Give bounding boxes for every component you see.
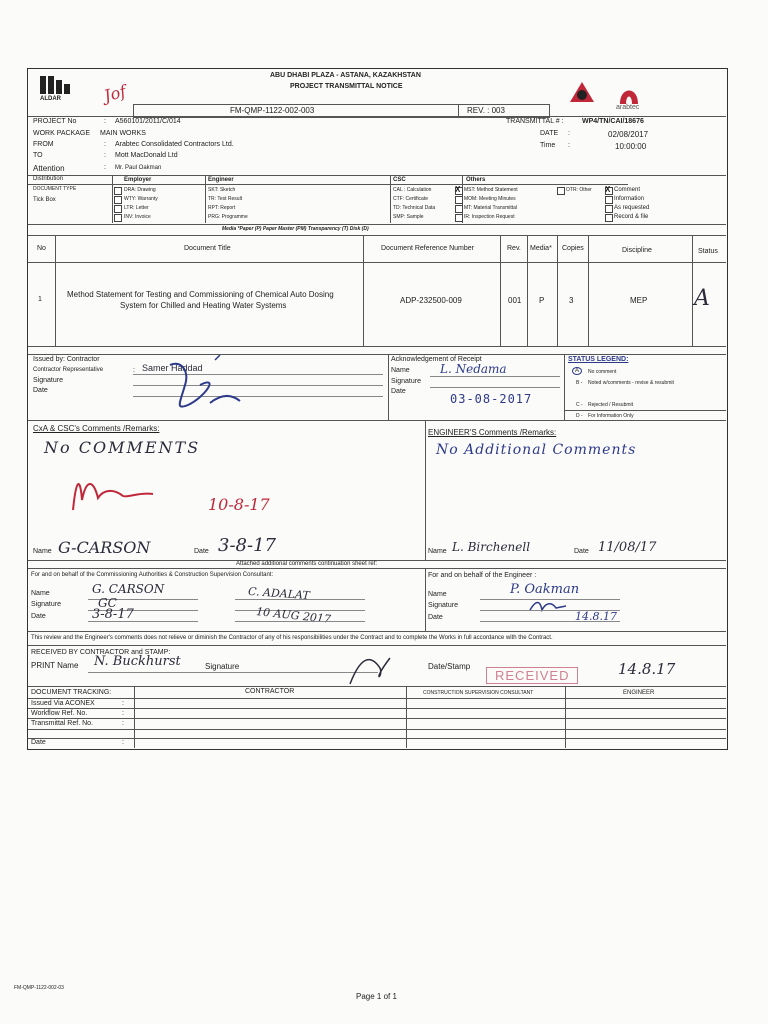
behalf-eng-name-label: Name — [428, 591, 447, 598]
doc-type-label: DOCUMENT TYPE — [33, 186, 77, 192]
footer-form-ref: FM-QMP-1122-002-03 — [14, 985, 64, 991]
status-legend-title: STATUS LEGEND: — [568, 356, 629, 363]
issued-signature-label: Signature — [33, 377, 63, 384]
colon: : — [122, 739, 124, 746]
behalf-eng-date-label: Date — [428, 614, 443, 621]
colon: : — [122, 700, 124, 707]
receipt-label: Acknowledgement of Receipt — [391, 356, 482, 363]
csc-remarks-label: CxA & CSC's Comments /Remarks: — [33, 424, 160, 433]
colon: : — [122, 720, 124, 727]
behalf-eng-label: For and on behalf of the Engineer : — [428, 572, 537, 579]
aldar-logo — [36, 74, 74, 104]
from-value: Arabtec Consolidated Contractors Ltd. — [115, 141, 234, 148]
behalf-eng-signature-label: Signature — [428, 602, 458, 609]
eng-remarks-label: ENGINEER'S Comments /Remarks: — [428, 428, 557, 437]
others-item: MT: Material Transmittal — [464, 205, 518, 211]
col-discipline: Discipline — [622, 247, 652, 254]
attached-note: Attached additional comments continuation sheet ref: — [236, 561, 378, 567]
attention-value: Mr. Paul Oakman — [115, 165, 162, 171]
work-package-label: WORK PACKAGE — [33, 130, 91, 137]
engineer-head: Engineer — [208, 177, 234, 183]
issued-signature-scribble — [160, 355, 290, 420]
time-value: 10:00:00 — [615, 142, 647, 151]
col-ref: Document Reference Number — [381, 245, 474, 252]
print-name-label: PRINT Name — [31, 661, 79, 670]
tracking-contractor: CONTRACTOR — [245, 688, 295, 695]
aldar-logo-mark — [36, 74, 74, 96]
purpose-item: Record & file — [614, 214, 649, 220]
footer-page: Page 1 of 1 — [356, 992, 397, 1001]
header-title-line1: ABU DHABI PLAZA - ASTANA, KAZAKHSTAN — [270, 72, 421, 79]
attention-label: Attention — [33, 164, 65, 173]
tracking-engineer: ENGINEER — [623, 690, 655, 696]
arabtec-logo — [568, 80, 658, 112]
distribution-label: Distribution — [33, 176, 64, 182]
others-checkbox[interactable] — [455, 214, 463, 222]
legend-code: C - — [576, 402, 583, 408]
colon: : — [568, 142, 570, 149]
time-label: Time — [540, 142, 556, 149]
behalf-eng-signature — [528, 598, 568, 614]
legend-text: No comment — [588, 369, 617, 375]
employer-item: WTY: Warranty — [124, 196, 158, 202]
employer-item: LTR: Letter — [124, 205, 149, 211]
behalf-csc-label: For and on behalf of the Commissioning Authorities & Construction Supervision Consultant: — [31, 572, 274, 578]
handwritten-initials: Jof — [101, 81, 129, 106]
row-title-line2: System for Chilled and Heating Water Systems — [120, 301, 287, 310]
employer-head: Employer — [124, 177, 152, 183]
rev-label: REV. : 003 — [467, 106, 505, 115]
legend-code: B - — [576, 380, 583, 386]
transmittal-label: TRANSMITTAL # : — [506, 118, 564, 125]
other-checkbox[interactable] — [557, 187, 565, 195]
purpose-checkbox[interactable] — [605, 214, 613, 222]
behalf-csc-date2: 10 AUG 2017 — [255, 605, 332, 626]
receipt-name-value: L. Nedama — [440, 362, 507, 376]
project-no: A560101/2011/C/014 — [115, 118, 181, 125]
tracking-row-label: Transmittal Ref. No. — [31, 720, 93, 727]
receipt-date-stamp: 03-08-2017 — [450, 392, 533, 406]
col-rev: Rev. — [507, 245, 521, 252]
legend-text: For Information Only — [588, 413, 634, 419]
issued-by-label: Issued by: Contractor — [33, 356, 100, 363]
behalf-csc-name2: C. ADALAT — [247, 584, 311, 603]
row-ref: ADP-232500-009 — [400, 296, 462, 305]
legend-text: Noted w/comments - revise & resubmit — [588, 380, 674, 386]
csc-item: TD: Technical Data — [393, 205, 436, 211]
behalf-csc-signature-label: Signature — [31, 601, 61, 608]
csc-name-label: Name — [33, 548, 52, 555]
receipt-date-label: Date — [391, 388, 406, 395]
tick-mark: X — [605, 185, 611, 194]
employer-item: INV: Invoice — [124, 214, 151, 220]
legend-code: D - — [576, 413, 583, 419]
received-signature — [340, 648, 400, 688]
eng-date: 11/08/17 — [598, 540, 657, 555]
project-no-label: PROJECT No — [33, 118, 77, 125]
issued-date-label: Date — [33, 387, 48, 394]
employer-checkbox[interactable] — [114, 196, 122, 204]
eng-remarks-text: No Additional Comments — [436, 442, 637, 458]
colon: : — [104, 141, 106, 148]
to-value: Mott MacDonald Ltd — [115, 152, 178, 159]
form-number: FM-QMP-1122-002-003 — [230, 106, 315, 115]
row-status: A — [694, 286, 710, 311]
csc-head: CSC — [393, 177, 406, 183]
employer-checkbox[interactable] — [114, 187, 122, 195]
csc-date: 3-8-17 — [218, 535, 276, 556]
purpose-checkbox[interactable] — [605, 196, 613, 204]
colon: : — [568, 130, 570, 137]
engineer-item: TR: Test Result — [208, 196, 243, 202]
employer-item: DRA: Drawing — [124, 187, 156, 193]
received-stamp-date: 14.8.17 — [618, 660, 676, 678]
colon: : — [104, 118, 106, 125]
behalf-csc-date-label: Date — [31, 613, 46, 620]
col-status: Status — [698, 248, 718, 255]
csc-item: CAL : Calculation — [393, 187, 432, 193]
behalf-csc-name-label: Name — [31, 590, 50, 597]
tracking-row-label: Issued Via ACONEX — [31, 700, 95, 707]
arabtec-logo-mark — [568, 80, 658, 106]
behalf-csc-signature: GC — [98, 596, 117, 610]
col-media: Media* — [530, 245, 552, 252]
others-item: IR: Inspection Request — [464, 214, 515, 220]
others-item: MST: Method Statement — [464, 187, 518, 193]
engineer-item: PRG: Programme — [208, 214, 248, 220]
behalf-csc-name: G. CARSON — [92, 582, 165, 596]
purpose-checkbox[interactable] — [605, 205, 613, 213]
received-label: RECEIVED BY CONTRACTOR and STAMP: — [31, 649, 171, 656]
csc-remarks-date-hw: 10-8-17 — [208, 495, 270, 514]
purpose-item: Comment — [614, 187, 641, 193]
tracking-row-label: Date — [31, 739, 46, 746]
header-title-line2: PROJECT TRANSMITTAL NOTICE — [290, 83, 403, 90]
tracking-csc: CONSTRUCTION SUPERVISION CONSULTANT — [423, 690, 534, 696]
others-head: Others — [466, 177, 486, 183]
legend-code: A — [572, 367, 582, 375]
purpose-item: As requested — [614, 205, 650, 211]
work-package: MAIN WORKS — [100, 130, 146, 137]
date-value: 02/08/2017 — [608, 130, 649, 139]
tracking-row-label: Workflow Ref. No. — [31, 710, 88, 717]
received-signature-label: Signature — [205, 662, 240, 671]
eng-name: L. Birchenell — [452, 540, 531, 554]
date-stamp-label: Date/Stamp — [428, 662, 471, 671]
arabtec-logo-text: arabtec — [616, 104, 640, 111]
csc-item: CTF: Certificate — [393, 196, 429, 202]
behalf-eng-date: 14.8.17 — [575, 610, 617, 623]
csc-item: SMP: Sample — [393, 214, 424, 220]
colon: : — [133, 367, 135, 374]
to-label: TO — [33, 152, 43, 159]
row-rev: 001 — [508, 296, 522, 305]
row-copies: 3 — [569, 296, 574, 305]
csc-name: G-CARSON — [58, 538, 151, 557]
col-copies: Copies — [562, 245, 584, 252]
receipt-name-label: Name — [391, 367, 410, 374]
colon: : — [104, 152, 106, 159]
tracking-label: DOCUMENT TRACKING: — [31, 689, 112, 696]
employer-checkbox[interactable] — [114, 214, 122, 222]
eng-date-label: Date — [574, 548, 589, 555]
print-name: N. Buckhurst — [94, 654, 181, 669]
received-stamp: RECEIVED — [486, 667, 578, 684]
others-checkbox[interactable] — [455, 205, 463, 213]
aldar-logo-text: ALDAR — [40, 96, 61, 102]
eng-name-label: Name — [428, 548, 447, 555]
others-checkbox[interactable] — [455, 196, 463, 204]
behalf-eng-name: P. Oakman — [510, 582, 580, 597]
tick-mark: X — [455, 185, 461, 194]
csc-date-label: Date — [194, 548, 209, 555]
others-item: MOM: Meeting Minutes — [464, 196, 516, 202]
row-no: 1 — [38, 296, 42, 303]
media-note: Media *Paper (P) Paper Master (PM) Transparency (T) Disk (D) — [222, 226, 369, 232]
behalf-csc-date: 3-8-17 — [92, 607, 134, 622]
row-title-line1: Method Statement for Testing and Commissioning of Chemical Auto Dosing — [67, 290, 334, 299]
colon: : — [122, 710, 124, 717]
col-title: Document Title — [184, 245, 231, 252]
disclaimer: This review and the Engineer's comments does not relieve or diminish the Contractor of any of his responsibilities under the Contract and to complete the Works in full accordance with the Contract. — [31, 635, 553, 641]
legend-text: Rejected / Resubmit — [588, 402, 634, 408]
employer-checkbox[interactable] — [114, 205, 122, 213]
row-media: P — [539, 296, 545, 305]
rep-value: Samer Haddad — [142, 363, 203, 373]
engineer-item: SKT: Sketch — [208, 187, 236, 193]
colon: : — [104, 164, 106, 171]
from-label: FROM — [33, 141, 54, 148]
tick-box-label: Tick Box — [33, 197, 56, 203]
row-discipline: MEP — [630, 296, 648, 305]
engineer-item: RPT: Report — [208, 205, 236, 211]
csc-remarks-signature — [68, 470, 158, 520]
purpose-item: Information — [614, 196, 645, 202]
transmittal-number: WP4/TN/CAI/18676 — [582, 118, 644, 125]
csc-remarks-text: No COMMENTS — [44, 438, 201, 457]
col-no: No — [37, 245, 46, 252]
date-label: DATE — [540, 130, 559, 137]
other-label: OTR: Other — [566, 187, 592, 193]
receipt-signature-label: Signature — [391, 378, 421, 385]
rep-label: Contractor Representative — [33, 367, 104, 373]
